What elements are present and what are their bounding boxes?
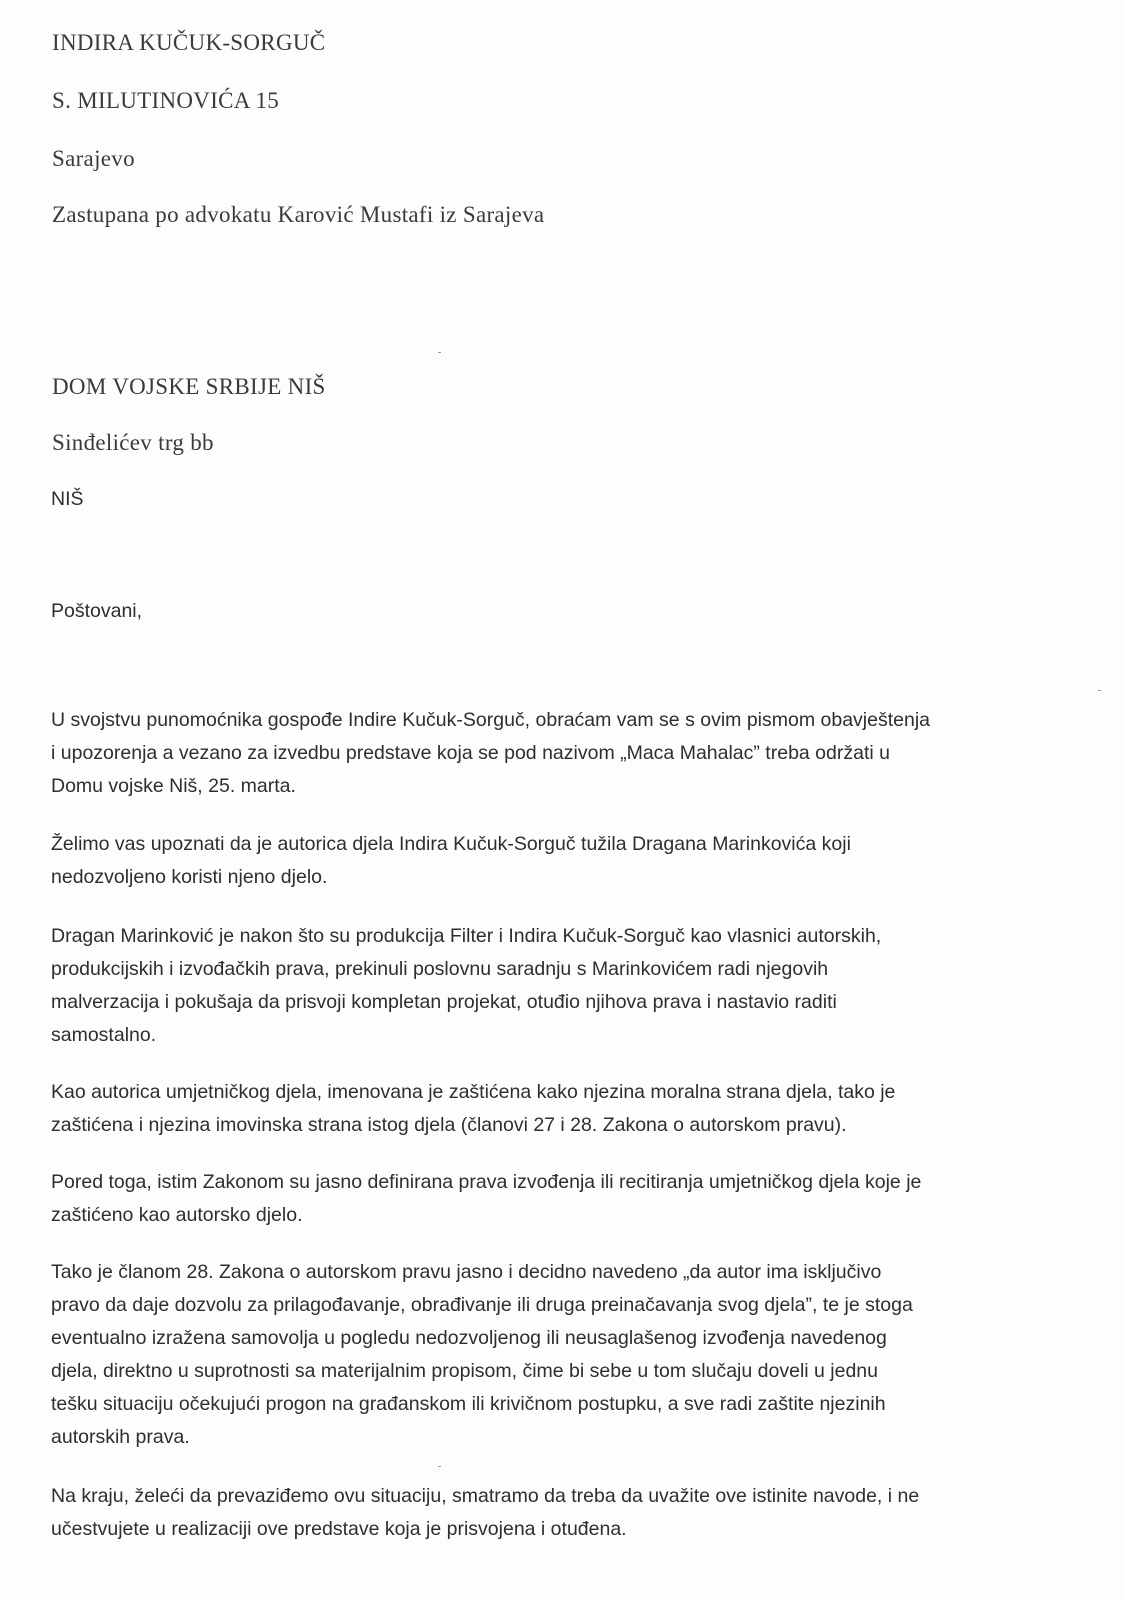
paragraph-line: samostalno. — [51, 1024, 157, 1046]
paragraph-line: U svojstvu punomoćnika gospođe Indire Kučuk-Sorguč, obraćam vam se s ovim pismom obavještenja — [51, 709, 930, 731]
paragraph-line: tešku situaciju očekujući progon na građanskom ili krivičnom postupku, a sve radi zaštite njezinih — [51, 1393, 886, 1415]
paragraph-line: Tako je članom 28. Zakona o autorskom pravu jasno i decidno navedeno „da autor ima isključivo — [51, 1261, 882, 1283]
recipient-address: Sinđelićev trg bb — [52, 430, 214, 455]
paragraph-line: produkcijskih i izvođačkih prava, prekinuli poslovnu saradnju s Marinkovićem radi njegovih — [51, 958, 829, 980]
body-paragraph — [51, 704, 1061, 803]
sender-address: S. MILUTINOVIĆA 15 — [52, 88, 280, 113]
recipient-name: DOM VOJSKE SRBIJE NIŠ — [52, 374, 326, 399]
body-paragraph — [51, 828, 1061, 894]
body-paragraph — [51, 1076, 1061, 1142]
paragraph-line: autorskih prava. — [51, 1426, 190, 1448]
paragraph-line: eventualno izražena samovolja u pogledu nedozvoljenog ili neusaglašenog izvođenja navedenog — [51, 1327, 887, 1349]
body-paragraph — [51, 1256, 1061, 1454]
body-paragraph — [51, 1480, 1061, 1546]
paragraph-line: učestvujete u realizaciji ove predstave koja je prisvojena i otuđena. — [51, 1518, 627, 1540]
paragraph-line: Na kraju, želeći da prevaziđemo ovu situaciju, smatramo da treba da uvažite ove istinite navode, i ne — [51, 1485, 920, 1507]
paragraph-line: nedozvoljeno koristi njeno djelo. — [51, 866, 328, 888]
paragraph-line: Domu vojske Niš, 25. marta. — [51, 775, 296, 797]
body-paragraph — [51, 920, 1061, 1052]
scan-speck — [1098, 690, 1101, 691]
paragraph-line: i upozorenja a vezano za izvedbu predstave koja se pod nazivom „Maca Mahalac” treba održati u — [51, 742, 890, 764]
paragraph-line: malverzacija i pokušaja da prisvoji kompletan projekat, otuđio njihova prava i nastavio raditi — [51, 991, 837, 1013]
body-paragraph — [51, 1166, 1061, 1232]
scan-speck — [438, 1466, 441, 1467]
salutation: Poštovani, — [51, 600, 143, 622]
paragraph-line: Pored toga, istim Zakonom su jasno definirana prava izvođenja ili recitiranja umjetničkog djela koje je — [51, 1171, 922, 1193]
paragraph-line: Dragan Marinković je nakon što su produkcija Filter i Indira Kučuk-Sorguč kao vlasnici autorskih, — [51, 925, 882, 947]
paragraph-line: djela, direktno u suprotnosti sa materijalnim propisom, čime bi sebe u tom slučaju doveli u jednu — [51, 1360, 878, 1382]
paragraph-line: Želimo vas upoznati da je autorica djela Indira Kučuk-Sorguč tužila Dragana Marinkovića koji — [51, 833, 851, 855]
sender-representation: Zastupana po advokatu Karović Mustafi iz Sarajeva — [52, 202, 545, 227]
sender-city: Sarajevo — [52, 146, 135, 171]
sender-name: INDIRA KUČUK-SORGUČ — [52, 30, 326, 55]
scan-speck — [438, 352, 441, 353]
paragraph-line: pravo da daje dozvolu za prilagođavanje, obrađivanje ili druga preinačavanja svog djela”, te je stoga — [51, 1294, 913, 1316]
paragraph-line: Kao autorica umjetničkog djela, imenovana je zaštićena kako njezina moralna strana djela, tako je — [51, 1081, 896, 1103]
paragraph-line: zaštićeno kao autorsko djelo. — [51, 1204, 303, 1226]
paragraph-line: zaštićena i njezina imovinska strana istog djela (članovi 27 i 28. Zakona o autorskom pravu). — [51, 1114, 847, 1136]
recipient-city: NIŠ — [51, 488, 84, 510]
